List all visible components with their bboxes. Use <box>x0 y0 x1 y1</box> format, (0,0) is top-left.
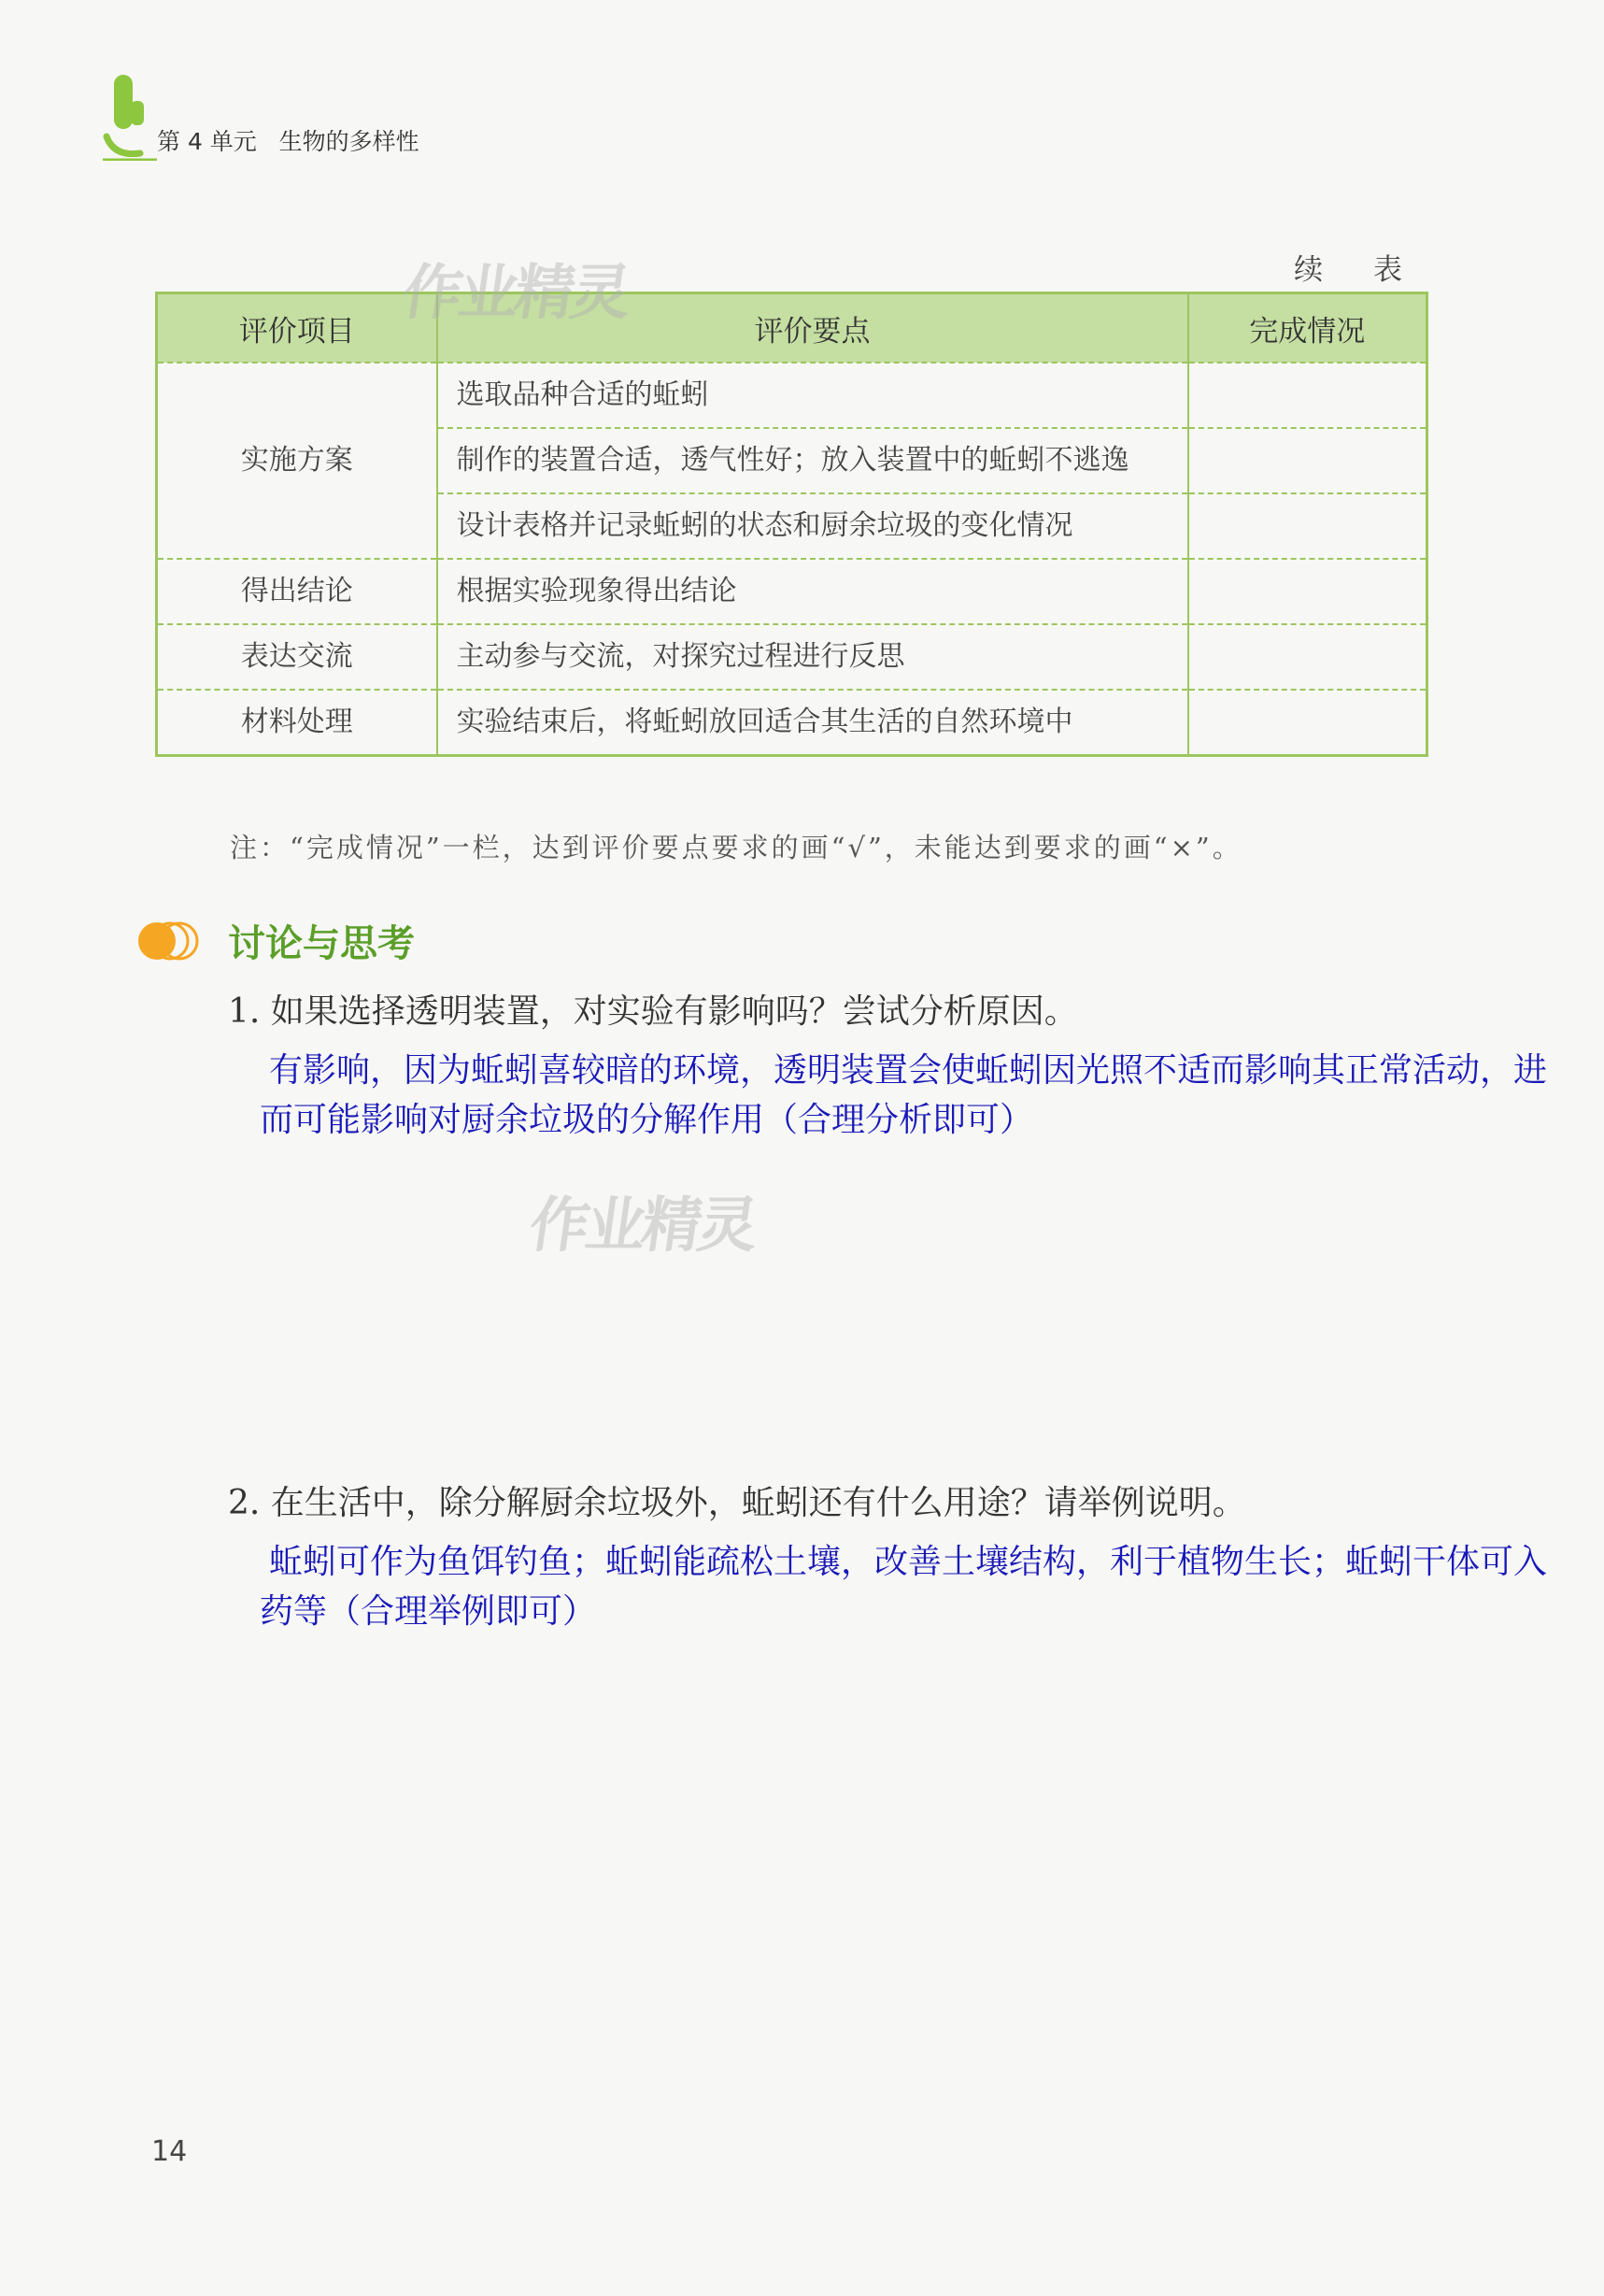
table-row <box>157 559 1427 624</box>
page-number: 14 <box>151 2135 188 2168</box>
point-cell: 实验结束后，将蚯蚓放回适合其生活的自然环境中 <box>437 690 1188 756</box>
completion-cell <box>1188 690 1427 756</box>
item-cell: 实施方案 <box>157 363 437 559</box>
item-cell: 得出结论 <box>157 559 437 624</box>
point-cell: 选取品种合适的蚯蚓 <box>437 363 1188 428</box>
completion-cell <box>1188 559 1427 624</box>
column-header-item: 评价项目 <box>157 293 437 364</box>
question-1: 1. 如果选择透明装置，对实验有影响吗？尝试分析原因。 <box>228 992 1078 1031</box>
answer-2: 蚯蚓可作为鱼饵钓鱼；蚯蚓能疏松土壤，改善土壤结构，利于植物生长；蚯蚓干体可入药等（合理举例即可） <box>260 1543 1548 1631</box>
point-cell: 根据实验现象得出结论 <box>437 559 1188 624</box>
item-cell: 材料处理 <box>157 690 437 756</box>
bullet-circles-icon <box>136 918 220 968</box>
unit-label: 第 4 单元 <box>157 128 257 155</box>
running-header <box>157 123 419 157</box>
evaluation-table <box>155 292 1428 757</box>
point-cell: 主动参与交流，对探究过程进行反思 <box>437 624 1188 690</box>
column-header-completion: 完成情况 <box>1188 293 1427 364</box>
table-continued-label: 续 表 <box>1294 253 1423 287</box>
completion-cell <box>1188 363 1427 428</box>
unit-title: 生物的多样性 <box>278 128 419 155</box>
table-row <box>157 690 1427 756</box>
answer-1: 有影响，因为蚯蚓喜较暗的环境，透明装置会使蚯蚓因光照不适而影响其正常活动，进而可能影响对厨余垃圾的分解作用（合理分析即可） <box>260 1051 1548 1139</box>
question-2: 2. 在生活中，除分解厨余垃圾外，蚯蚓还有什么用途？请举例说明。 <box>228 1484 1246 1522</box>
completion-cell <box>1188 428 1427 493</box>
microscope-icon <box>101 67 159 161</box>
watermark: 作业精灵 <box>524 1191 759 1261</box>
table-row <box>157 363 1427 428</box>
completion-cell <box>1188 493 1427 559</box>
section-title: 讨论与思考 <box>228 922 415 965</box>
table-header-row <box>157 293 1427 364</box>
point-cell: 设计表格并记录蚯蚓的状态和厨余垃圾的变化情况 <box>437 493 1188 559</box>
point-cell: 制作的装置合适，透气性好；放入装置中的蚯蚓不逃逸 <box>437 428 1188 493</box>
table-note: 注：“完成情况”一栏，达到评价要点要求的画“√”，未能达到要求的画“×”。 <box>230 832 1242 863</box>
table-row <box>157 624 1427 690</box>
column-header-points: 评价要点 <box>437 293 1188 364</box>
watermark: 作业精灵 <box>397 259 632 328</box>
completion-cell <box>1188 624 1427 690</box>
item-cell: 表达交流 <box>157 624 437 690</box>
